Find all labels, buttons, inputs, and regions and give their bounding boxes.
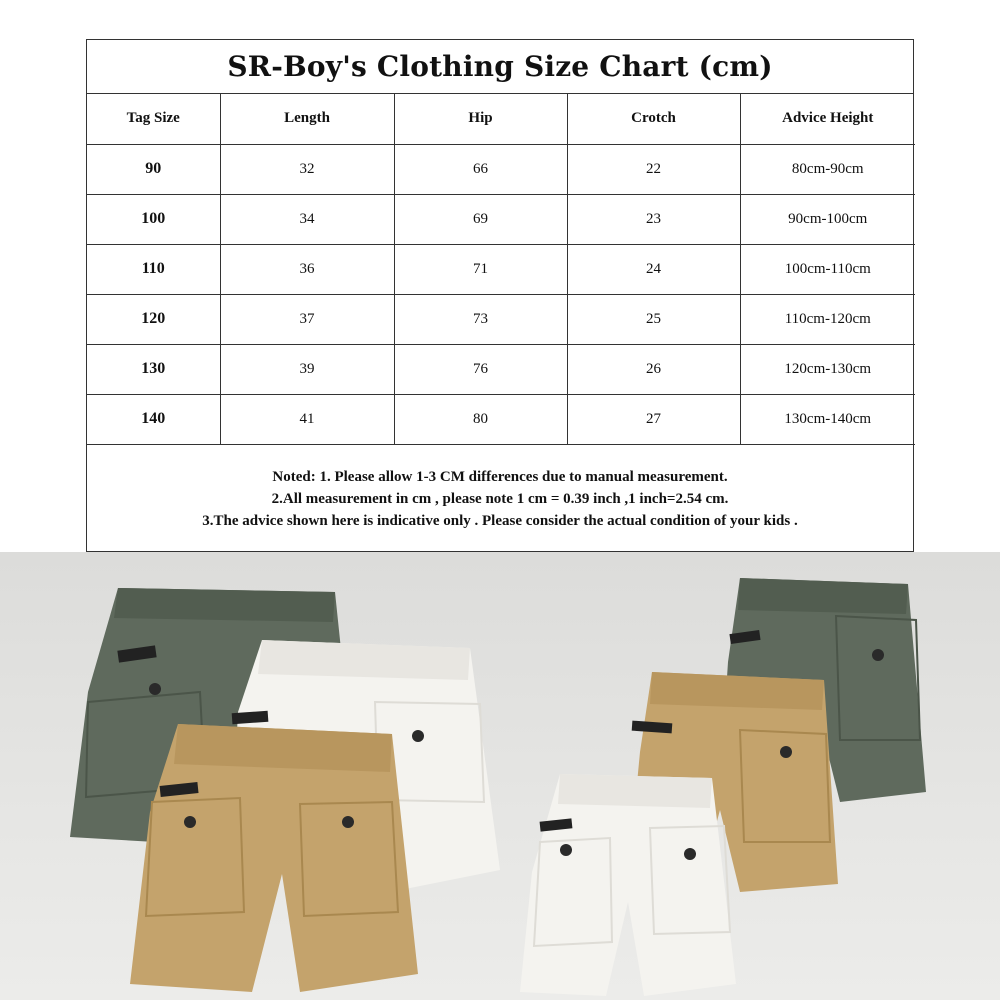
- header-advice-height: Advice Height: [740, 94, 915, 144]
- cell-advice-height: 80cm-90cm: [740, 144, 915, 194]
- khaki-shorts-left: [130, 724, 418, 992]
- header-hip: Hip: [394, 94, 567, 144]
- table-row: [87, 394, 915, 444]
- notes: [87, 445, 913, 553]
- table-row: [87, 294, 915, 344]
- table-row: [87, 244, 915, 294]
- table-row: [87, 144, 915, 194]
- header-row: [87, 94, 915, 144]
- cell-tag-size: 110: [87, 244, 220, 294]
- cell-length: 34: [220, 194, 394, 244]
- header-length: Length: [220, 94, 394, 144]
- cell-hip: 80: [394, 394, 567, 444]
- cell-crotch: 23: [567, 194, 740, 244]
- white-shorts-right: [520, 774, 736, 996]
- header-crotch: Crotch: [567, 94, 740, 144]
- size-chart: [86, 39, 914, 552]
- table-row: [87, 344, 915, 394]
- cell-length: 36: [220, 244, 394, 294]
- cell-tag-size: 100: [87, 194, 220, 244]
- shorts-illustration: [0, 552, 1000, 1000]
- cell-tag-size: 90: [87, 144, 220, 194]
- cell-advice-height: 130cm-140cm: [740, 394, 915, 444]
- cell-advice-height: 110cm-120cm: [740, 294, 915, 344]
- cell-length: 41: [220, 394, 394, 444]
- cell-hip: 66: [394, 144, 567, 194]
- note-line-3: 3.The advice shown here is indicative only . Please consider the actual condition of your kids .: [202, 512, 798, 529]
- table-row: [87, 194, 915, 244]
- cell-crotch: 27: [567, 394, 740, 444]
- cell-length: 32: [220, 144, 394, 194]
- cell-advice-height: 90cm-100cm: [740, 194, 915, 244]
- header-tag-size: Tag Size: [87, 94, 220, 144]
- cell-hip: 73: [394, 294, 567, 344]
- cell-crotch: 22: [567, 144, 740, 194]
- chart-title: SR-Boy's Clothing Size Chart (cm): [87, 40, 913, 94]
- cell-hip: 71: [394, 244, 567, 294]
- cell-hip: 69: [394, 194, 567, 244]
- cell-crotch: 24: [567, 244, 740, 294]
- cell-tag-size: 140: [87, 394, 220, 444]
- cell-length: 39: [220, 344, 394, 394]
- cell-tag-size: 130: [87, 344, 220, 394]
- cell-crotch: 25: [567, 294, 740, 344]
- cell-tag-size: 120: [87, 294, 220, 344]
- size-table: [87, 94, 915, 445]
- cell-advice-height: 120cm-130cm: [740, 344, 915, 394]
- cell-advice-height: 100cm-110cm: [740, 244, 915, 294]
- note-line-1: Noted: 1. Please allow 1-3 CM differences due to manual measurement.: [272, 468, 728, 485]
- product-photo: [0, 552, 1000, 1000]
- cell-length: 37: [220, 294, 394, 344]
- note-line-2: 2.All measurement in cm , please note 1 cm = 0.39 inch ,1 inch=2.54 cm.: [271, 490, 729, 507]
- cell-hip: 76: [394, 344, 567, 394]
- cell-crotch: 26: [567, 344, 740, 394]
